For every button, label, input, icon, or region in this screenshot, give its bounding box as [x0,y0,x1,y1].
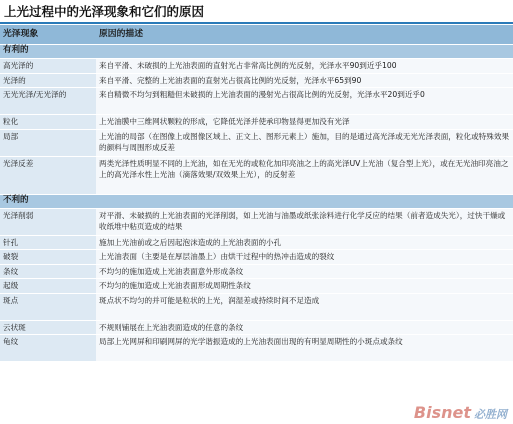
phenomenon-cell: 龟纹 [0,335,96,362]
table-row [0,250,513,265]
table-row [0,73,513,88]
table-body [0,45,513,362]
header-phenomenon: 光泽现象 [0,25,96,45]
page-title: 上光过程中的光泽现象和它们的原因 [4,4,205,19]
phenomenon-cell: 局部 [0,129,96,156]
cause-cell: 对平滑、未破损的上光油表面的光泽削弱，如上光油与油墨或纸张涂料进行化学反应的结果（前者造成失光），过快干燥或收纸堆中粘页造成的结果 [96,208,513,235]
section-label: 不利的 [0,194,513,208]
watermark-logo: Bisnet 必胜网 [413,403,507,422]
phenomenon-cell: 斑点 [0,293,96,320]
phenomenon-cell: 光泽的 [0,73,96,88]
table-row [0,279,513,294]
phenomenon-cell: 破裂 [0,250,96,265]
cause-cell: 不规则铺展在上光油表面造成的任意的条纹 [96,320,513,335]
cause-cell: 来自精微不均匀到粗糙但未破损的上光油表面的漫射光占很高比例的光反射，光泽水平20到近乎0 [96,88,513,115]
table-row [0,59,513,74]
table-row [0,156,513,194]
table-row [0,129,513,156]
section-label: 有利的 [0,45,513,59]
cause-cell: 斑点状不均匀的并可能是粒状的上光，润湿差或持续时间不足造成 [96,293,513,320]
table-row [0,264,513,279]
table-row [0,293,513,320]
cause-cell: 施加上光油前或之后因起泡沫造成的上光油表面的小孔 [96,235,513,250]
phenomenon-cell: 针孔 [0,235,96,250]
phenomenon-cell: 云状斑 [0,320,96,335]
table-row [0,115,513,130]
table-row [0,88,513,115]
phenomenon-cell: 高光泽的 [0,59,96,74]
gloss-phenomena-table [0,25,513,362]
section-row [0,194,513,208]
phenomenon-cell: 无光光泽/无光泽的 [0,88,96,115]
table-row [0,208,513,235]
table-row [0,235,513,250]
title-rule [0,22,513,24]
table-row [0,335,513,362]
cause-cell: 两类光泽性质明显不同的上光油，如在无光的或粒化加印亮油之上的高光泽UV上光油（复合型上光），或在无光油印亮油之上的高光泽水性上光油（滴落效果/双效果上光），的反射差 [96,156,513,194]
cause-cell: 上光油表面（主要是在厚层油墨上）由烘干过程中的热冲击造成的裂纹 [96,250,513,265]
header-cause: 原因的描述 [96,25,513,45]
cause-cell: 上光油的局部（在图像上或图像区域上、正文上、图形元素上）施加，目的是通过高光泽或无光光泽表面，粒化或特殊效果的颜料与周围形成反差 [96,129,513,156]
cause-cell: 来自平滑、完整的上光油表面的直射光占很高比例的光反射，光泽水平65到90 [96,73,513,88]
cause-cell: 不均匀的施加造成上光油表面形成周期性条纹 [96,279,513,294]
table-header-row [0,25,513,45]
section-row [0,45,513,59]
cause-cell: 上光油膜中三维网状颗粒的形成，它降低光泽并使承印物显得更加没有光泽 [96,115,513,130]
phenomenon-cell: 光泽削弱 [0,208,96,235]
phenomenon-cell: 粒化 [0,115,96,130]
cause-cell: 局部上光网屏和印刷网屏的光学谐振造成的上光油表面出现的有明显周期性的小斑点或条纹 [96,335,513,362]
phenomenon-cell: 光泽反差 [0,156,96,194]
phenomenon-cell: 条纹 [0,264,96,279]
cause-cell: 来自平滑、未破损的上光油表面的直射光占非常高比例的光反射，光泽水平90到近乎100 [96,59,513,74]
table-row [0,320,513,335]
cause-cell: 不均匀的施加造成上光油表面意外形成条纹 [96,264,513,279]
phenomenon-cell: 起级 [0,279,96,294]
